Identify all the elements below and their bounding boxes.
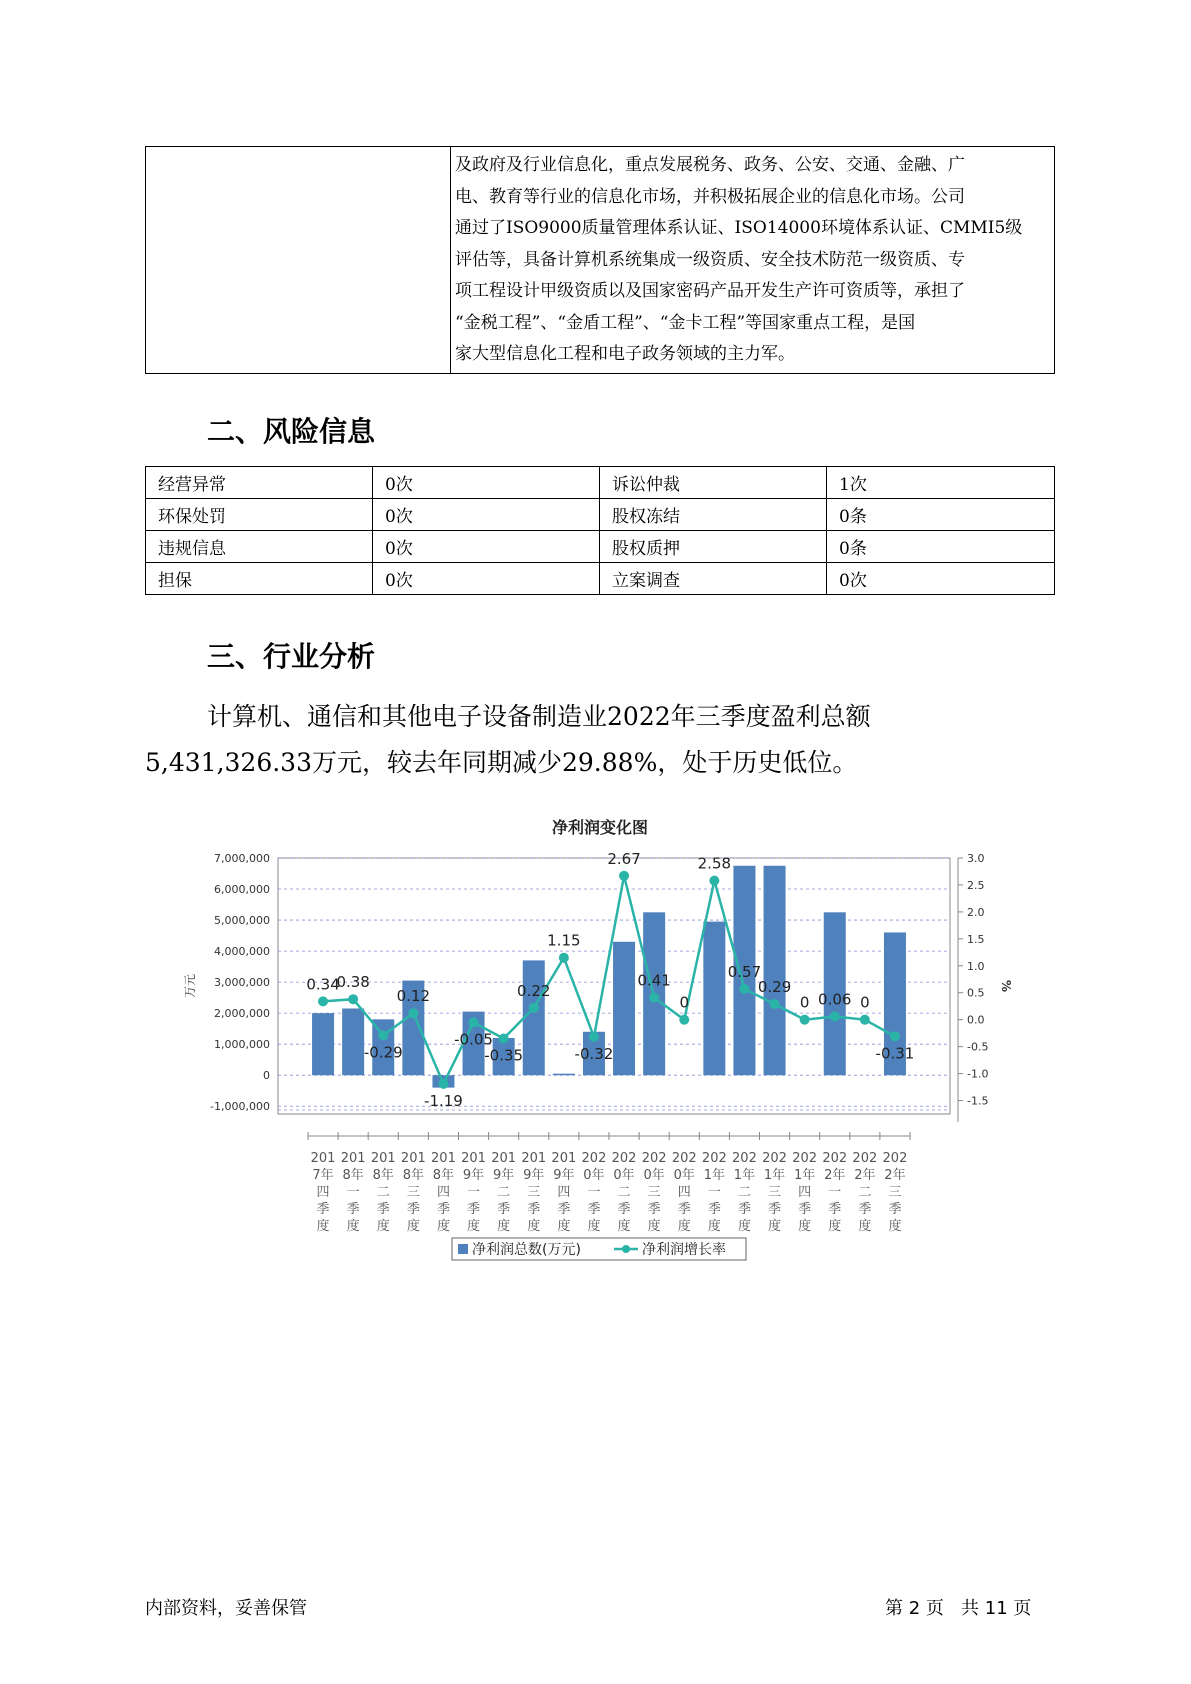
- x-tick-label: 度: [858, 1219, 872, 1234]
- data-label: 0.12: [396, 987, 431, 1006]
- data-label: 0.22: [517, 981, 551, 1000]
- x-tick-label: 201: [491, 1151, 517, 1166]
- bar: [553, 1074, 575, 1076]
- x-tick-label: 度: [406, 1219, 420, 1234]
- x-tick-label: 202: [732, 1151, 757, 1166]
- legend-line-label: 净利润增长率: [642, 1242, 726, 1258]
- risk-label: 股权质押: [600, 531, 827, 563]
- x-tick-label: 一: [828, 1185, 842, 1200]
- risk-heading: 二、风险信息: [207, 415, 376, 448]
- y2-tick-label: 0.0: [967, 1013, 985, 1027]
- x-tick-label: 季: [587, 1202, 601, 1217]
- growth-point: [709, 876, 719, 886]
- growth-point: [438, 1079, 448, 1089]
- x-tick-label: 202: [641, 1151, 667, 1166]
- x-tick-label: 度: [888, 1219, 902, 1234]
- x-tick-label: 度: [647, 1219, 661, 1234]
- intro-line: 家大型信息化工程和电子政务领域的主力军。: [455, 344, 795, 364]
- footer-confidential: 内部资料，妥善保管: [145, 1598, 307, 1619]
- industry-heading: 三、行业分析: [207, 640, 376, 673]
- y2-tick-label: 2.0: [967, 905, 985, 919]
- growth-point: [348, 994, 358, 1004]
- x-tick-label: 202: [882, 1151, 908, 1166]
- y-tick-label: -1,000,000: [210, 1100, 270, 1114]
- growth-point: [529, 1003, 539, 1013]
- x-tick-label: 1年: [703, 1168, 725, 1183]
- growth-point: [800, 1015, 810, 1025]
- x-tick-label: 季: [527, 1202, 541, 1217]
- x-tick-label: 0年: [613, 1168, 635, 1183]
- y2-tick-label: -1.0: [967, 1067, 989, 1081]
- x-tick-label: 0年: [643, 1168, 665, 1183]
- data-label: 2.58: [697, 854, 732, 873]
- risk-row: [146, 499, 1055, 531]
- x-tick-label: 2年: [884, 1168, 906, 1183]
- legend-line-marker: [622, 1245, 630, 1253]
- industry-paragraph-line1: 计算机、通信和其他电子设备制造业2022年三季度盈利总额: [207, 702, 871, 731]
- intro-table-left-cell: [146, 147, 451, 374]
- x-tick-label: 季: [316, 1202, 330, 1217]
- x-tick-label: 四: [436, 1185, 450, 1200]
- risk-value: 1次: [827, 467, 1055, 499]
- x-tick-label: 季: [677, 1202, 691, 1217]
- x-tick-label: 度: [497, 1219, 511, 1234]
- x-tick-label: 二: [497, 1185, 511, 1200]
- x-tick-label: 三: [768, 1185, 782, 1200]
- risk-value: 0次: [373, 467, 600, 499]
- x-tick-label: 度: [677, 1219, 691, 1234]
- x-tick-label: 202: [611, 1151, 637, 1166]
- x-tick-label: 201: [461, 1151, 486, 1166]
- x-tick-label: 201: [551, 1151, 577, 1166]
- risk-value: 0次: [373, 531, 600, 563]
- x-tick-label: 三: [647, 1185, 661, 1200]
- data-label: 0.06: [818, 990, 852, 1009]
- x-tick-label: 1年: [733, 1168, 756, 1183]
- x-tick-label: 季: [406, 1202, 420, 1217]
- bar: [312, 1013, 334, 1075]
- data-label: -0.29: [363, 1043, 403, 1062]
- data-label: -0.32: [574, 1044, 614, 1063]
- x-tick-label: 度: [617, 1219, 631, 1234]
- x-tick-label: 度: [436, 1219, 450, 1234]
- x-tick-label: 度: [828, 1219, 842, 1234]
- risk-row: [146, 467, 1055, 499]
- risk-value: 0条: [827, 531, 1055, 563]
- x-tick-label: 度: [768, 1219, 782, 1234]
- x-tick-label: 度: [527, 1219, 541, 1234]
- x-tick-label: 8年: [342, 1168, 364, 1183]
- growth-point: [860, 1015, 870, 1025]
- x-tick-label: 度: [587, 1219, 601, 1234]
- x-tick-label: 7年: [312, 1168, 334, 1183]
- x-tick-label: 9年: [462, 1168, 485, 1183]
- x-tick-label: 度: [376, 1219, 390, 1234]
- footer-page-number: 第 2 页 共 11 页: [885, 1598, 1032, 1619]
- intro-table-text-cell: [451, 147, 1055, 374]
- x-tick-label: 度: [737, 1219, 751, 1234]
- x-tick-label: 二: [376, 1185, 390, 1200]
- chart-title: 净利润变化图: [551, 818, 649, 837]
- x-tick-label: 度: [557, 1219, 571, 1234]
- x-tick-label: 三: [406, 1185, 420, 1200]
- y2-tick-label: -1.5: [967, 1094, 989, 1108]
- x-tick-label: 一: [346, 1185, 360, 1200]
- x-tick-label: 202: [762, 1151, 787, 1166]
- intro-line: “金税工程”、“金盾工程”、“金卡工程”等国家重点工程，是国: [455, 312, 916, 333]
- x-tick-label: 四: [798, 1185, 812, 1200]
- growth-point: [318, 996, 328, 1006]
- x-tick-label: 9年: [523, 1168, 545, 1183]
- y-tick-label: 6,000,000: [214, 883, 270, 897]
- x-tick-label: 季: [557, 1202, 571, 1217]
- bar: [764, 866, 786, 1075]
- x-tick-label: 二: [617, 1185, 631, 1200]
- growth-point: [649, 993, 659, 1003]
- risk-table: [145, 466, 1055, 595]
- bar: [342, 1008, 364, 1075]
- x-tick-label: 四: [557, 1185, 571, 1200]
- x-tick-label: 202: [671, 1151, 697, 1166]
- intro-line: 项工程设计甲级资质以及国家密码产品开发生产许可资质等，承担了: [455, 281, 965, 301]
- x-tick-label: 季: [617, 1202, 631, 1217]
- x-tick-label: 季: [737, 1202, 751, 1217]
- y-tick-label: 1,000,000: [214, 1038, 270, 1052]
- intro-line: 通过了ISO9000质量管理体系认证、ISO14000环境体系认证、CMMI5级: [455, 218, 1023, 238]
- growth-point: [830, 1011, 840, 1021]
- bar: [703, 922, 725, 1076]
- risk-value: 0次: [373, 499, 600, 531]
- y2-tick-label: 3.0: [967, 852, 985, 865]
- y2-tick-label: 1.5: [967, 932, 985, 946]
- x-tick-label: 度: [798, 1219, 812, 1234]
- x-tick-label: 度: [467, 1219, 481, 1234]
- x-tick-label: 一: [587, 1185, 601, 1200]
- data-label: -0.05: [454, 1030, 493, 1049]
- x-tick-label: 季: [376, 1202, 390, 1217]
- x-tick-label: 8年: [402, 1168, 424, 1183]
- data-label: 0.57: [727, 962, 762, 981]
- y-axis-title: 万元: [183, 973, 197, 999]
- industry-paragraph-line2: 5,431,326.33万元，较去年同期减少29.88%，处于历史低位。: [145, 748, 858, 777]
- x-tick-label: 季: [888, 1202, 902, 1217]
- growth-point: [499, 1034, 509, 1044]
- bar: [523, 960, 545, 1075]
- x-tick-label: 202: [701, 1151, 727, 1166]
- growth-point: [469, 1017, 479, 1027]
- x-tick-label: 0年: [673, 1168, 695, 1183]
- growth-point: [679, 1015, 689, 1025]
- growth-point: [770, 999, 780, 1009]
- x-tick-label: 季: [436, 1202, 450, 1217]
- intro-line: 评估等，具备计算机系统集成一级资质、安全技术防范一级资质、专: [455, 249, 965, 270]
- y2-tick-label: 2.5: [967, 878, 985, 892]
- x-tick-label: 202: [822, 1151, 848, 1166]
- x-tick-label: 度: [316, 1219, 330, 1234]
- y2-tick-label: 1.0: [967, 959, 985, 973]
- x-tick-label: 202: [792, 1151, 818, 1166]
- x-tick-label: 1年: [763, 1168, 786, 1183]
- data-label: -0.31: [875, 1044, 915, 1063]
- risk-value: 0条: [827, 499, 1055, 531]
- x-tick-label: 8年: [372, 1168, 394, 1183]
- x-tick-label: 季: [346, 1202, 360, 1217]
- x-tick-label: 四: [316, 1185, 330, 1200]
- risk-label: 股权冻结: [600, 499, 827, 531]
- x-tick-label: 四: [677, 1185, 691, 1200]
- growth-point: [739, 984, 749, 994]
- bar: [613, 942, 635, 1075]
- x-tick-label: 季: [828, 1202, 842, 1217]
- risk-label: 经营异常: [146, 467, 373, 499]
- x-tick-label: 202: [852, 1151, 878, 1166]
- x-tick-label: 三: [527, 1185, 541, 1200]
- x-tick-label: 2年: [824, 1168, 846, 1183]
- x-tick-label: 202: [581, 1151, 607, 1166]
- risk-label: 诉讼仲裁: [600, 467, 827, 499]
- risk-label: 违规信息: [146, 531, 373, 563]
- x-tick-label: 三: [888, 1185, 902, 1200]
- growth-point: [378, 1030, 388, 1040]
- x-tick-label: 201: [340, 1151, 366, 1166]
- growth-point: [559, 953, 569, 963]
- y2-axis-title: %: [999, 979, 1013, 993]
- data-label: 1.15: [547, 931, 581, 950]
- y-tick-label: 2,000,000: [214, 1007, 270, 1021]
- x-tick-label: 9年: [493, 1168, 515, 1183]
- x-tick-label: 一: [707, 1185, 721, 1200]
- y-tick-label: 4,000,000: [214, 945, 270, 959]
- x-tick-label: 二: [737, 1185, 751, 1200]
- data-label: 0.41: [637, 971, 671, 990]
- data-label: -0.35: [484, 1046, 524, 1065]
- x-tick-label: 1年: [794, 1168, 816, 1183]
- growth-point: [619, 871, 629, 881]
- risk-row: [146, 531, 1055, 563]
- y2-tick-label: 0.5: [967, 986, 985, 1000]
- risk-label: 担保: [146, 563, 373, 595]
- x-tick-label: 二: [858, 1185, 872, 1200]
- x-tick-label: 201: [400, 1151, 426, 1166]
- x-tick-label: 一: [467, 1185, 481, 1200]
- risk-value: 0次: [373, 563, 600, 595]
- x-tick-label: 季: [707, 1202, 721, 1217]
- x-tick-label: 季: [467, 1202, 481, 1217]
- legend-bar-swatch: [458, 1244, 468, 1254]
- x-tick-label: 度: [707, 1219, 721, 1234]
- risk-label: 立案调查: [600, 563, 827, 595]
- x-tick-label: 201: [370, 1151, 396, 1166]
- y-tick-label: 5,000,000: [214, 914, 270, 928]
- risk-value: 0次: [827, 563, 1055, 595]
- data-label: 2.67: [607, 849, 641, 868]
- x-tick-label: 季: [768, 1202, 782, 1217]
- growth-point: [589, 1032, 599, 1042]
- legend-bar-label: 净利润总数(万元): [472, 1242, 581, 1258]
- data-label: 0: [799, 993, 810, 1012]
- intro-table: [145, 146, 1055, 374]
- x-tick-label: 季: [647, 1202, 661, 1217]
- y2-tick-label: -0.5: [967, 1040, 989, 1054]
- x-tick-label: 9年: [553, 1168, 575, 1183]
- x-tick-label: 201: [431, 1151, 456, 1166]
- intro-line: 电、教育等行业的信息化市场，并积极拓展企业的信息化市场。公司: [455, 186, 965, 207]
- x-tick-label: 201: [310, 1151, 336, 1166]
- y-tick-label: 3,000,000: [214, 976, 270, 990]
- data-label: -1.19: [424, 1091, 463, 1110]
- data-label: 0: [860, 993, 870, 1012]
- x-tick-label: 度: [346, 1219, 360, 1234]
- data-label: 0.29: [757, 978, 792, 997]
- data-label: 0: [679, 993, 690, 1012]
- growth-point: [408, 1008, 418, 1018]
- x-tick-label: 8年: [432, 1168, 455, 1183]
- intro-line: 及政府及行业信息化，重点发展税务、政务、公安、交通、金融、广: [455, 155, 965, 175]
- y-tick-label: 7,000,000: [214, 852, 270, 865]
- growth-point: [890, 1031, 900, 1041]
- risk-label: 环保处罚: [146, 499, 373, 531]
- risk-row: [146, 563, 1055, 595]
- x-tick-label: 季: [798, 1202, 812, 1217]
- x-tick-label: 201: [521, 1151, 547, 1166]
- data-label: 0.34: [306, 975, 340, 994]
- net-profit-chart: [0, 800, 1191, 1280]
- x-tick-label: 2年: [854, 1168, 876, 1183]
- x-tick-label: 0年: [583, 1168, 605, 1183]
- y-tick-label: 0: [263, 1069, 270, 1083]
- x-tick-label: 季: [858, 1202, 872, 1217]
- data-label: 0.38: [336, 973, 370, 992]
- x-tick-label: 季: [497, 1202, 511, 1217]
